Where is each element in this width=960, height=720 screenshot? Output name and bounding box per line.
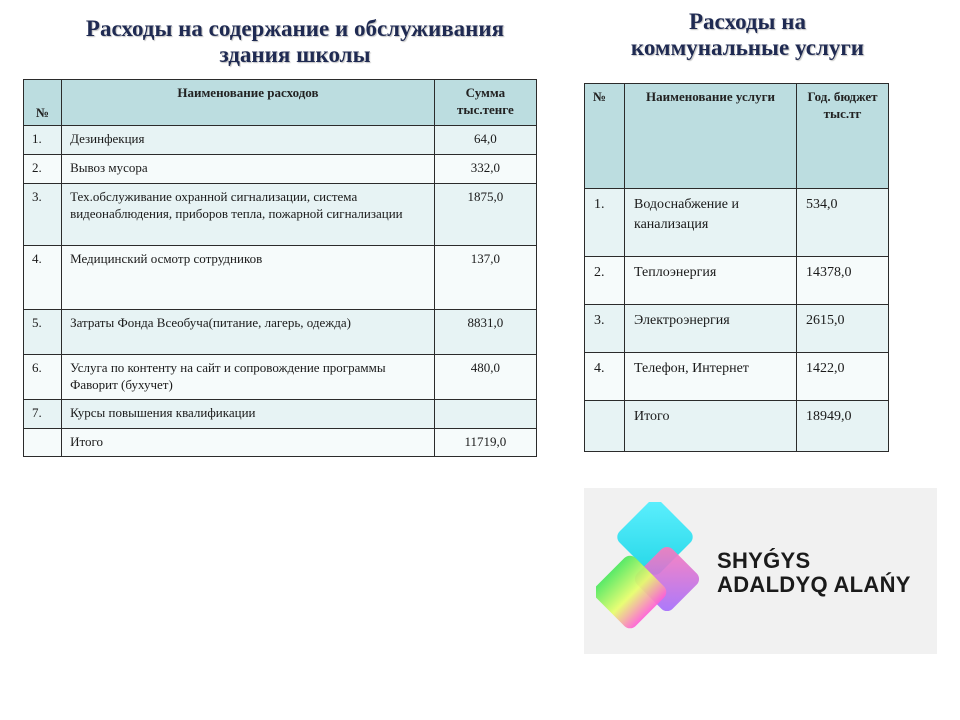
row-number: 2. [24, 155, 62, 184]
table-row [585, 353, 889, 401]
row-name: Водоснабжение и канализация [625, 189, 797, 257]
table-row [24, 310, 537, 355]
table-row [24, 246, 537, 310]
table-total-row [585, 401, 889, 452]
row-number: 5. [24, 310, 62, 355]
row-number: 4. [24, 246, 62, 310]
table-total-row [24, 429, 537, 457]
row-amount: 11719,0 [434, 429, 536, 457]
column-header-amount: Сумма тыс.тенге [434, 80, 536, 126]
logo-wordmark [717, 549, 911, 597]
column-header-name: Наименование услуги [625, 84, 797, 189]
table-row [585, 305, 889, 353]
row-amount: 1422,0 [797, 353, 889, 401]
row-number: 7. [24, 400, 62, 429]
row-number [585, 401, 625, 452]
row-name: Вывоз мусора [62, 155, 435, 184]
maintenance-expenses-table [23, 79, 537, 457]
row-amount: 534,0 [797, 189, 889, 257]
row-number: 6. [24, 355, 62, 400]
row-amount [434, 400, 536, 429]
row-amount: 332,0 [434, 155, 536, 184]
table-header-row [585, 84, 889, 189]
row-amount: 137,0 [434, 246, 536, 310]
column-header-number: № [24, 80, 62, 126]
row-name: Услуга по контенту на сайт и сопровождение программы Фаворит (бухучет) [62, 355, 435, 400]
table-row [24, 126, 537, 155]
diamond-logo-icon [596, 502, 706, 634]
utilities-expenses-title [585, 9, 910, 61]
table-row [24, 184, 537, 246]
row-amount: 480,0 [434, 355, 536, 400]
column-header-number: № [585, 84, 625, 189]
table-row [24, 355, 537, 400]
title-line: Расходы на [688, 9, 806, 34]
table-header-row [24, 80, 537, 126]
row-name: Электроэнергия [625, 305, 797, 353]
row-number: 2. [585, 257, 625, 305]
row-name: Медицинский осмотр сотрудников [62, 246, 435, 310]
row-amount: 64,0 [434, 126, 536, 155]
row-amount: 18949,0 [797, 401, 889, 452]
row-name: Теплоэнергия [625, 257, 797, 305]
maintenance-expenses-title [40, 16, 550, 68]
row-number: 4. [585, 353, 625, 401]
title-line: Расходы на содержание и обслуживания [85, 16, 505, 41]
row-name: Итого [62, 429, 435, 457]
row-number [24, 429, 62, 457]
utilities-expenses-table [584, 83, 889, 452]
row-name: Затраты Фонда Всеобуча(питание, лагерь, одежда) [62, 310, 435, 355]
logo-line: ADALDYQ ALAŃY [717, 572, 911, 597]
table-row [585, 257, 889, 305]
row-amount: 2615,0 [797, 305, 889, 353]
row-name: Курсы повышения квалификации [62, 400, 435, 429]
table-row [585, 189, 889, 257]
row-amount: 14378,0 [797, 257, 889, 305]
column-header-name: Наименование расходов [62, 80, 435, 126]
row-name: Тех.обслуживание охранной сигнализации, система видеонаблюдения, приборов тепла, пожарной сигнализации [62, 184, 435, 246]
title-line: здания школы [219, 42, 371, 67]
table-row [24, 400, 537, 429]
row-number: 3. [585, 305, 625, 353]
title-line: коммунальные услуги [630, 35, 865, 60]
row-amount: 1875,0 [434, 184, 536, 246]
logo-line: SHYǴYS [717, 548, 811, 573]
row-name: Итого [625, 401, 797, 452]
column-header-amount: Год. бюджет тыс.тг [797, 84, 889, 189]
row-number: 3. [24, 184, 62, 246]
row-name: Телефон, Интернет [625, 353, 797, 401]
row-number: 1. [585, 189, 625, 257]
row-number: 1. [24, 126, 62, 155]
row-amount: 8831,0 [434, 310, 536, 355]
row-name: Дезинфекция [62, 126, 435, 155]
shygys-logo-banner [584, 488, 937, 654]
table-row [24, 155, 537, 184]
